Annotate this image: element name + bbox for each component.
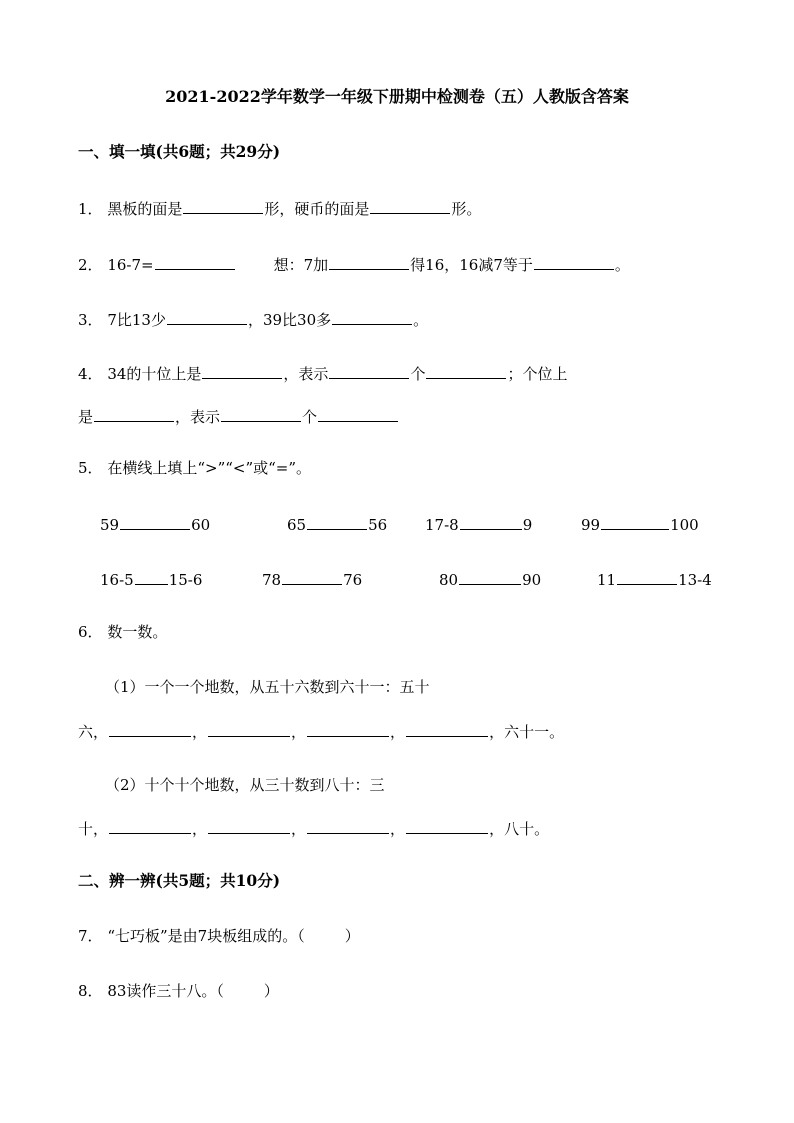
compare-item: 80 90 <box>439 568 541 590</box>
question-1: 1． 黑板的面是 形，硬币的面是 形。 <box>78 197 481 219</box>
compare-item: 99 100 <box>581 513 699 535</box>
question-number: 4． <box>78 365 103 383</box>
answer-blank[interactable] <box>307 817 389 834</box>
question-6-part-2: （2）十个十个地数，从三十数到八十：三 <box>105 776 385 794</box>
question-number: 1． <box>78 200 103 218</box>
answer-blank[interactable] <box>406 720 488 737</box>
compare-blank[interactable] <box>135 568 168 585</box>
answer-blank[interactable] <box>183 197 263 214</box>
question-number: 2． <box>78 256 103 274</box>
question-3: 3． 7比13少 ，39比30多 。 <box>78 308 428 330</box>
compare-item: 65 56 <box>287 513 387 535</box>
answer-blank[interactable] <box>534 253 614 270</box>
question-4: 4． 34的十位上是 ，表示 个 ；个位上 <box>78 362 567 384</box>
compare-blank[interactable] <box>307 513 367 530</box>
question-8: 8． 83读作三十八。（ ） <box>78 982 279 1000</box>
question-number: 7． <box>78 927 103 945</box>
answer-blank[interactable] <box>202 362 282 379</box>
answer-blank[interactable] <box>94 405 174 422</box>
answer-blank[interactable] <box>332 308 412 325</box>
question-2: 2． 16-7= 想：7加 得16，16减7等于 。 <box>78 253 630 275</box>
compare-blank[interactable] <box>601 513 669 530</box>
question-5: 5． 在横线上填上“>”“<”或“=”。 <box>78 459 312 477</box>
answer-blank[interactable] <box>307 720 389 737</box>
question-6: 6． 数一数。 <box>78 623 168 641</box>
question-6-part-1-answers: 六， ， ， ， ，六十一。 <box>78 720 564 742</box>
question-number: 8． <box>78 982 103 1000</box>
question-6-part-2-answers: 十， ， ， ， ，八十。 <box>78 817 549 839</box>
compare-blank[interactable] <box>120 513 190 530</box>
compare-item: 17-8 9 <box>425 513 532 535</box>
answer-blank[interactable] <box>167 308 247 325</box>
answer-blank[interactable] <box>329 362 409 379</box>
section-heading-1: 一、填一填(共6题；共29分) <box>78 142 281 161</box>
compare-item: 78 76 <box>262 568 362 590</box>
page-title: 2021-2022学年数学一年级下册期中检测卷（五）人教版含答案 <box>165 87 629 106</box>
answer-blank[interactable] <box>318 405 398 422</box>
compare-item: 59 60 <box>100 513 210 535</box>
answer-blank[interactable] <box>406 817 488 834</box>
answer-blank[interactable] <box>208 817 290 834</box>
question-number: 6． <box>78 623 103 641</box>
answer-blank[interactable] <box>329 253 409 270</box>
compare-blank[interactable] <box>617 568 677 585</box>
question-4-continued: 是 ，表示 个 <box>78 405 399 427</box>
answer-blank[interactable] <box>109 817 191 834</box>
compare-blank[interactable] <box>282 568 342 585</box>
answer-blank[interactable] <box>155 253 235 270</box>
question-7: 7． “七巧板”是由7块板组成的。（ ） <box>78 927 360 945</box>
answer-blank[interactable] <box>370 197 450 214</box>
section-heading-2: 二、辨一辨(共5题；共10分) <box>78 871 281 890</box>
answer-blank[interactable] <box>426 362 506 379</box>
answer-blank[interactable] <box>221 405 301 422</box>
question-number: 3． <box>78 311 103 329</box>
question-number: 5． <box>78 459 103 477</box>
compare-blank[interactable] <box>460 513 522 530</box>
compare-item: 16-5 15-6 <box>100 568 202 590</box>
answer-blank[interactable] <box>109 720 191 737</box>
compare-blank[interactable] <box>459 568 521 585</box>
question-6-part-1: （1）一个一个地数，从五十六数到六十一：五十 <box>105 678 430 696</box>
answer-blank[interactable] <box>208 720 290 737</box>
compare-item: 11 13-4 <box>597 568 712 590</box>
